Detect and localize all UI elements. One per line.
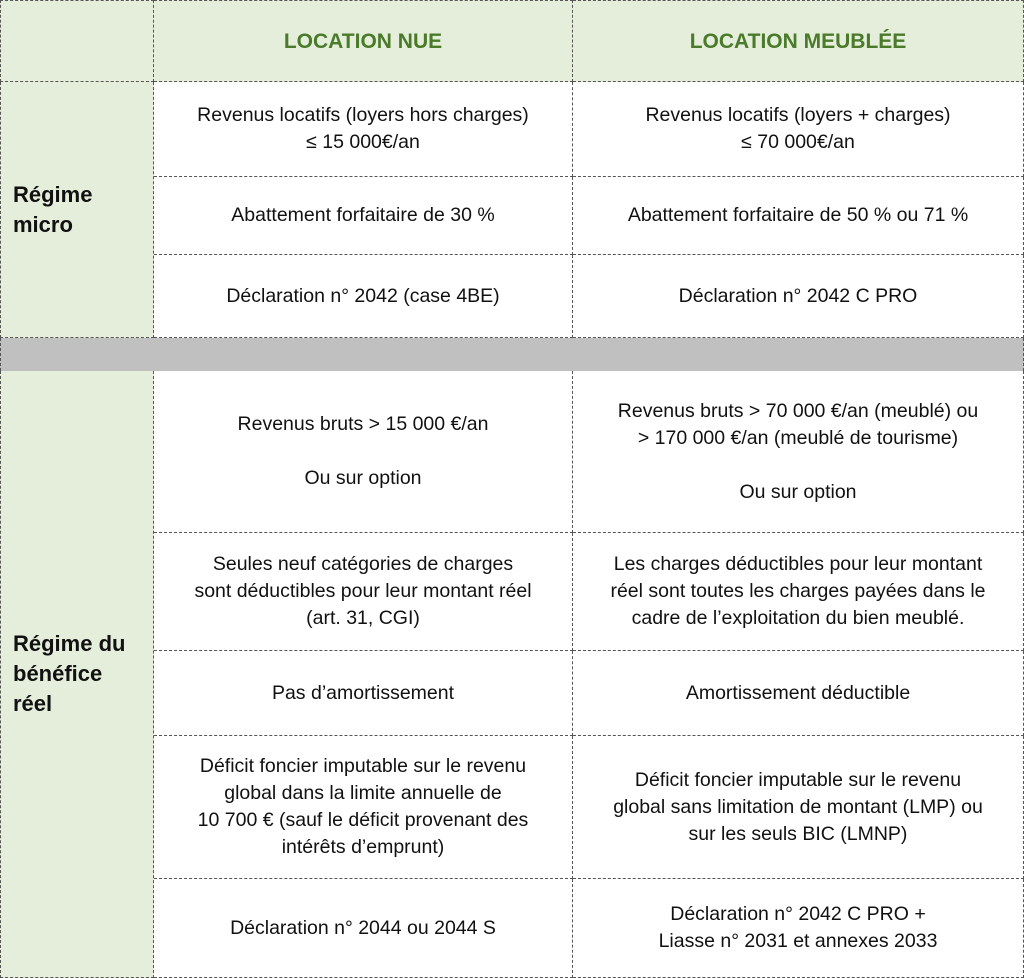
reel-nue-amortissement: Pas d’amortissement — [154, 651, 573, 736]
reel-nue-declaration: Déclaration n° 2044 ou 2044 S — [154, 879, 573, 978]
micro-nue-abattement: Abattement forfaitaire de 30 % — [154, 177, 573, 255]
micro-nue-revenus: Revenus locatifs (loyers hors charges) ≤ 15 000€/an — [154, 82, 573, 177]
reel-meublee-declaration: Déclaration n° 2042 C PRO + Liasse n° 2031 et annexes 2033 — [573, 879, 1024, 978]
reel-meublee-charges: Les charges déductibles pour leur montant réel sont toutes les charges payées dans le cadre de l’exploitation du bien meublé. — [573, 533, 1024, 651]
reel-meublee-deficit: Déficit foncier imputable sur le revenu global sans limitation de montant (LMP) ou sur les seuls BIC (LMNP) — [573, 736, 1024, 879]
regime-micro-label: Régime micro — [0, 82, 154, 338]
regime-reel-label: Régime du bénéfice réel — [0, 371, 154, 978]
section-separator — [0, 338, 1024, 371]
micro-meublee-revenus: Revenus locatifs (loyers + charges) ≤ 70 000€/an — [573, 82, 1024, 177]
reel-meublee-revenus: Revenus bruts > 70 000 €/an (meublé) ou > 170 000 €/an (meublé de tourisme) Ou sur option — [573, 371, 1024, 533]
reel-nue-deficit: Déficit foncier imputable sur le revenu global dans la limite annuelle de 10 700 € (sauf le déficit provenant des intérêts d’emprunt) — [154, 736, 573, 879]
micro-meublee-abattement: Abattement forfaitaire de 50 % ou 71 % — [573, 177, 1024, 255]
header-location-nue: LOCATION NUE — [154, 0, 573, 82]
micro-meublee-declaration: Déclaration n° 2042 C PRO — [573, 255, 1024, 338]
corner-cell — [0, 0, 154, 82]
reel-meublee-amortissement: Amortissement déductible — [573, 651, 1024, 736]
reel-nue-charges: Seules neuf catégories de charges sont déductibles pour leur montant réel (art. 31, CGI) — [154, 533, 573, 651]
reel-nue-revenus: Revenus bruts > 15 000 €/an Ou sur option — [154, 371, 573, 533]
micro-nue-declaration: Déclaration n° 2042 (case 4BE) — [154, 255, 573, 338]
header-location-meublee: LOCATION MEUBLÉE — [573, 0, 1024, 82]
